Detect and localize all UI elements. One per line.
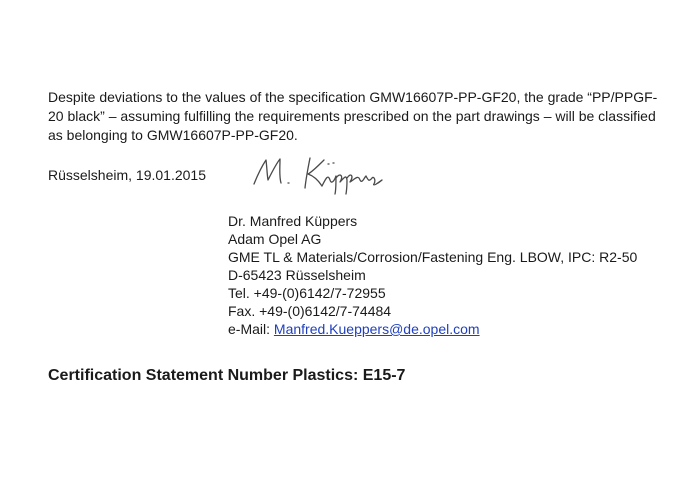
email-label: e-Mail: [228,321,271,337]
signatory-postal: D-65423 Rüsselsheim [228,267,366,283]
certification-title: Certification Statement Number Plastics: E15-7 [48,367,406,384]
place-date: Rüsselsheim, 19.01.2015 [48,167,206,183]
signatory-company: Adam Opel AG [228,231,322,247]
signatory-email-line [228,320,637,338]
signatory-address-block [228,212,637,338]
signatory-fax: Fax. +49-(0)6142/7-74484 [228,303,392,319]
statement-paragraph: Despite deviations to the values of the specification GMW16607P-PP-GF20, the grade “PP/PPGF-20 black” – assuming fulfilling the requirements prescribed on the part drawings – will be classified as belonging to GMW16607P-PP-GF20. [48,89,658,143]
signatory-department: GME TL & Materials/Corrosion/Fastening Eng. LBOW, IPC: R2-50 [228,249,638,265]
email-link[interactable]: Manfred.Kueppers@de.opel.com [273,321,480,337]
signatory-name: Dr. Manfred Küppers [228,213,358,229]
signatory-tel: Tel. +49-(0)6142/7-72955 [228,285,386,301]
handwritten-signature [248,150,388,196]
